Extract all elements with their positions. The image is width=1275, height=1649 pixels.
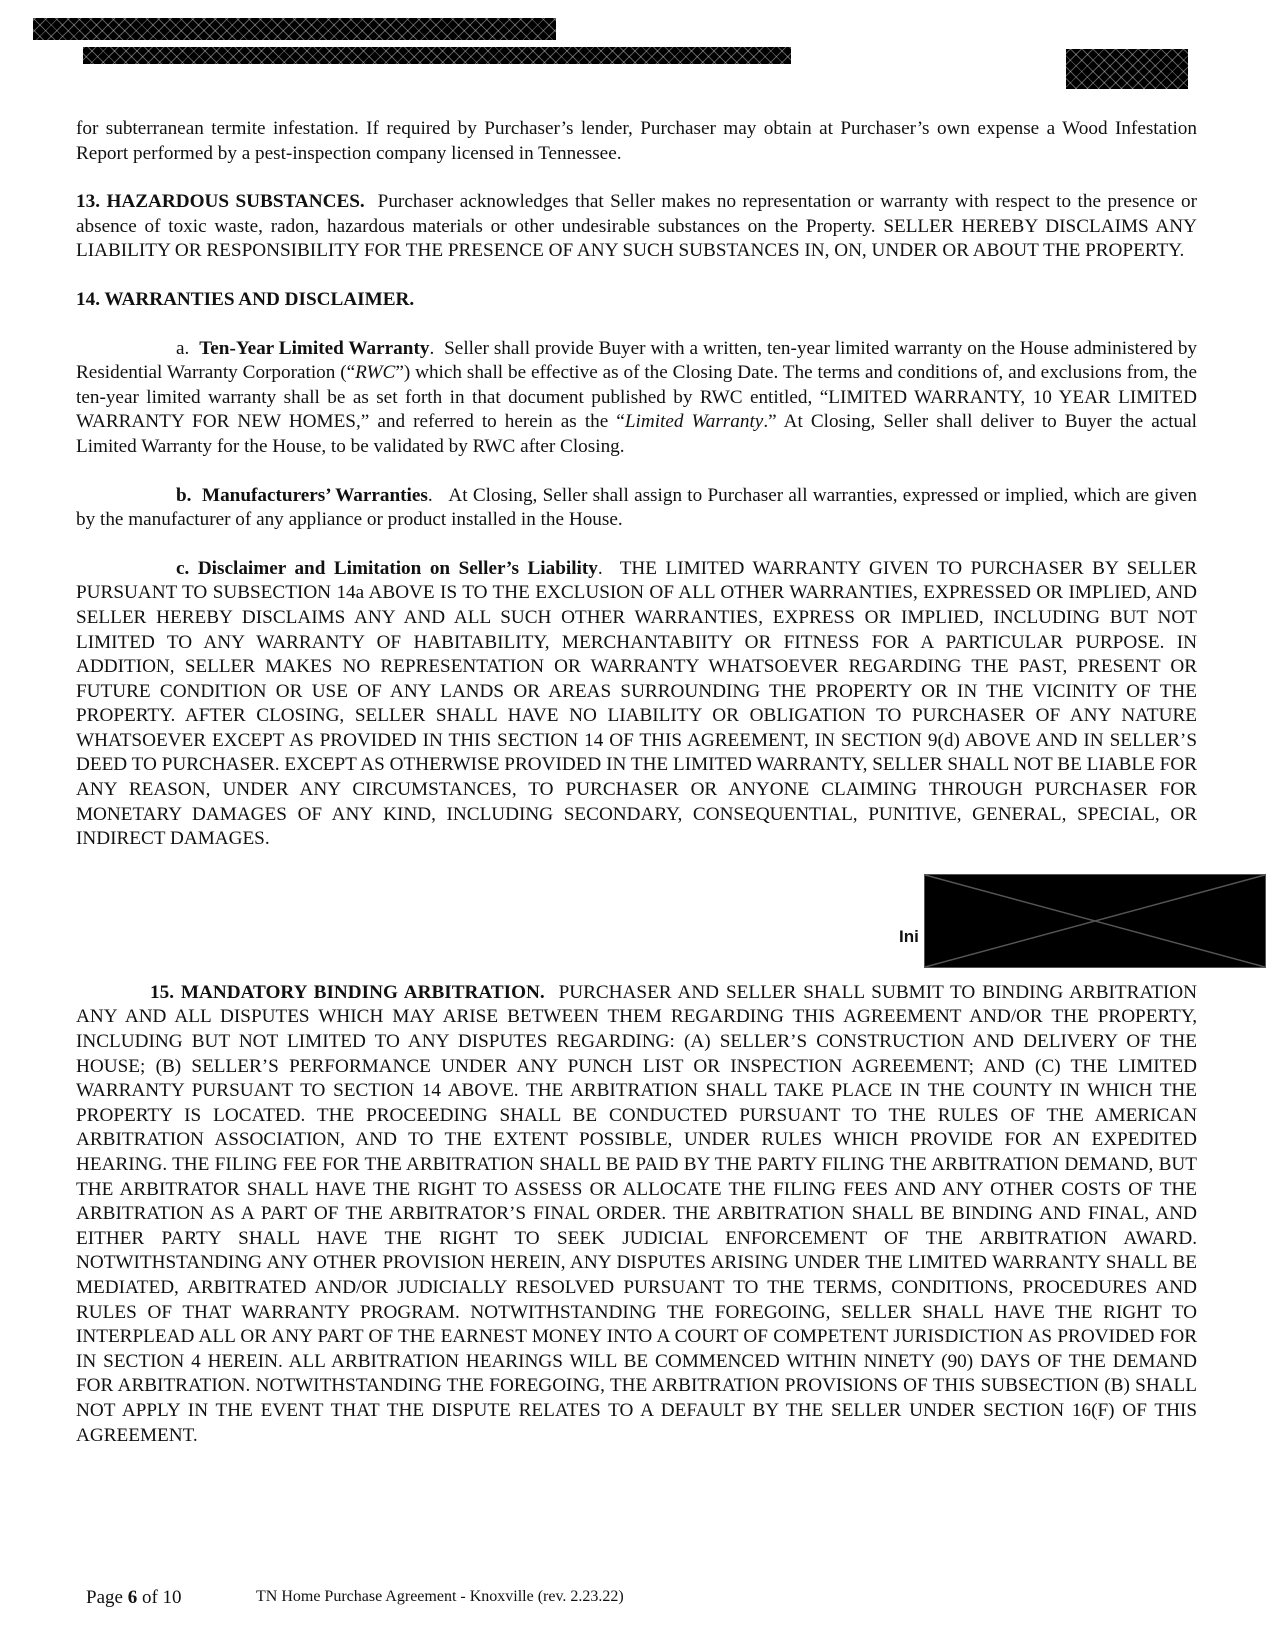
document-body [76,117,1197,1448]
section-14a-letter: a [176,337,185,359]
footer-page-word: Page [86,1587,123,1608]
section-14-heading [76,288,1197,313]
section-14b-letter: b. [176,484,192,506]
redacted-header-line-1 [33,18,556,40]
limited-warranty-term: Limited Warranty [624,411,764,433]
section-13-body: Purchaser acknowledges that Seller makes no representation or warranty with respect to the presence or absence of toxic waste, radon, hazardous materials or other undesirable substances on the Property. SELLER HEREBY DISCLAIMS ANY LIABILITY OR RESPONSIBILITY FOR THE PRESENCE OF ANY SUCH SUBSTANCES IN, ON, UNDER OR ABOUT THE PROPERTY. [76,191,1198,262]
section-15 [76,981,1197,1448]
rwc-term: RWC [355,362,396,384]
footer-of-word: of [141,1587,158,1608]
section-14c-body: THE LIMITED WARRANTY GIVEN TO PURCHASER BY SELLER PURSUANT TO SUBSECTION 14a ABOVE IS TO THE EXCLUSION OF ALL OTHER WARRANTIES, EXPRESSED OR IMPLIED, AND SELLER HEREBY DISCLAIMS ANY AND ALL SUCH OTHER WARRANTIES, EXPRESS OR IMPLIED, INCLUDING BUT NOT LIMITED TO ANY WARRANTY OF HABITABILITY, MERCHANTABIITY OR FITNESS FOR A PARTICULAR PURPOSE. IN ADDITION, SELLER MAKES NO REPRESENTATION OR WARRANTY WHATSOEVER REGARDING THE PAST, PRESENT OR FUTURE CONDITION OR USE OF ANY LANDS OR AREAS SURROUNDING THE PROPERTY OR IN THE VICINITY OF THE PROPERTY. AFTER CLOSING, SELLER SHALL HAVE NO LIABILITY OR OBLIGATION TO PURCHASER OF ANY NATURE WHATSOEVER EXCEPT AS PROVIDED IN THIS SECTION 14 OF THIS AGREEMENT, IN SECTION 9(d) ABOVE AND IN SELLER’S DEED TO PURCHASER. EXCEPT AS OTHERWISE PROVIDED IN THE LIMITED WARRANTY, SELLER SHALL NOT BE LIABLE FOR ANY REASON, UNDER ANY CIRCUMSTANCES, TO PURCHASER OR ANYONE CLAIMING THROUGH PURCHASER FOR MONETARY DAMAGES OF ANY KIND, INCLUDING SECONDARY, CONSEQUENTIAL, PUNITIVE, GENERAL, SPECIAL, OR INDIRECT DAMAGES. [76,557,1197,850]
section-14c-title: c. Disclaimer and Limitation on Seller’s Liability [176,557,598,579]
section-14a-body-1: Seller shall provide Buyer with a written, ten-year limited warranty on the House administered by Residential Warranty Corporation (“ [76,337,1198,384]
section-13-heading: 13. HAZARDOUS SUBSTANCES. [76,191,365,213]
section-14a: a. Ten-Year Limited Warranty. Seller shall provide Buyer with a written, ten-year limited warranty on the House administered by Residential Warranty Corporation (“RWC”) which shall be effective as of the Closing Date. The terms and conditions of, and exclusions from, the ten-year limited warranty shall be as set forth in that document published by RWC entitled, “LIMITED WARRANTY, 10 YEAR LIMITED WARRANTY FOR NEW HOMES,” and referred to herein as the “Limited Warranty.” At Closing, Seller shall deliver to Buyer the actual Limited Warranty for the House, to be validated by RWC after Closing. [76,337,1198,457]
section-15-body: PURCHASER AND SELLER SHALL SUBMIT TO BINDING ARBITRATION ANY AND ALL DISPUTES WHICH MAY ARISE BETWEEN THEM REGARDING THIS AGREEMENT AND/OR THE PROPERTY, INCLUDING BUT NOT LIMITED TO ANY DISPUTES REGARDING: (A) SELLER’S CONSTRUCTION AND DELIVERY OF THE HOUSE; (B) SELLER’S PERFORMANCE UNDER ANY PUNCH LIST OR INSPECTION AGREEMENT; AND (C) THE LIMITED WARRANTY PURSUANT TO SECTION 14 ABOVE. THE ARBITRATION SHALL TAKE PLACE IN THE COUNTY IN WHICH THE PROPERTY IS LOCATED. THE PROCEEDING SHALL BE CONDUCTED PURSUANT TO THE RULES OF THE AMERICAN ARBITRATION ASSOCIATION, AND TO THE EXTENT POSSIBLE, UNDER RULES WHICH PROVIDE FOR AN EXPEDITED HEARING. THE FILING FEE FOR THE ARBITRATION SHALL BE PAID BY THE PARTY FILING THE ARBITRATION DEMAND, BUT THE ARBITRATOR SHALL HAVE THE RIGHT TO ASSESS OR ALLOCATE THE FILING FEES AND ANY OTHER COSTS OF THE ARBITRATION AS A PART OF THE ARBITRATOR’S FINAL ORDER. THE ARBITRATION SHALL BE BINDING AND FINAL, AND EITHER PARTY SHALL HAVE THE RIGHT TO SEEK JUDICIAL ENFORCEMENT OF THE ARBITRATION AWARD. NOTWITHSTANDING ANY OTHER PROVISION HEREIN, ANY DISPUTES ARISING UNDER THE LIMITED WARRANTY SHALL BE MEDIATED, ARBITRATED AND/OR JUDICIALLY RESOLVED PURSUANT TO THE TERMS, CONDITIONS, PROCEDURES AND RULES OF THAT WARRANTY PROGRAM. NOTWITHSTANDING THE FOREGOING, SELLER SHALL HAVE THE RIGHT TO INTERPLEAD ALL OR ANY PART OF THE EARNEST MONEY INTO A COURT OF COMPETENT JURISDICTION AS PROVIDED FOR IN SECTION 4 HEREIN. ALL ARBITRATION HEARINGS WILL BE COMMENCED WITHIN NINETY (90) DAYS OF THE DEMAND FOR ARBITRATION. NOTWITHSTANDING THE FOREGOING, THE ARBITRATION PROVISIONS OF THIS SUBSECTION (B) SHALL NOT APPLY IN THE EVENT THAT THE DISPUTE RELATES TO A DEFAULT BY THE SELLER UNDER SECTION 16(F) OF THIS AGREEMENT. [76,981,1198,1446]
redaction-cross-icon [925,875,1265,967]
redacted-header-line-2 [83,47,791,64]
intro-paragraph: for subterranean termite infestation. If required by Purchaser’s lender, Purchaser may obtain at Purchaser’s own expense a Wood Infestation Report performed by a pest-inspection company licensed in Tennessee. [76,118,1197,164]
section-14a-body-3: .” At Closing, Seller shall deliver to Buyer the actual Limited Warranty for the House, to be validated by RWC after Closing. [76,411,1198,457]
initials-label: Ini [899,927,919,946]
section-14a-body-2: ”) which shall be effective as of the Closing Date. The terms and conditions of, and exclusions from, the ten-year limited warranty shall be as set forth in that document published by RWC entitled, “LIMITED WARRANTY, 10 YEAR LIMITED WARRANTY FOR NEW HOMES,” and referred to herein as the “ [76,362,1197,433]
section-14a-title: Ten-Year Limited Warranty [199,337,430,359]
section-14b: b. Manufacturers’ Warranties. At Closing, Seller shall assign to Purchaser all warranties, expressed or implied, which are given by the manufacturer of any appliance or product installed in the House. [76,484,1197,531]
redacted-initials-box [924,874,1266,968]
section-13 [76,190,1197,264]
section-14-heading-text: 14. WARRANTIES AND DISCLAIMER. [76,288,415,310]
section-14b-title: Manufacturers’ Warranties [201,484,428,506]
footer-page-total: 10 [162,1587,182,1608]
footer-page-number: 6 [127,1587,138,1608]
section-15-heading: 15. MANDATORY BINDING ARBITRATION. [150,981,545,1003]
page-footer [86,1587,624,1609]
section-14c: c. Disclaimer and Limitation on Seller’s Liability. THE LIMITED WARRANTY GIVEN TO PURCHASER BY SELLER PURSUANT TO SUBSECTION 14a ABOVE IS TO THE EXCLUSION OF ALL OTHER WARRANTIES, EXPRESSED OR IMPLIED, AND SELLER HEREBY DISCLAIMS ANY AND ALL SUCH OTHER WARRANTIES, EXPRESS OR IMPLIED, INCLUDING BUT NOT LIMITED TO ANY WARRANTY OF HABITABILITY, MERCHANTABIITY OR FITNESS FOR A PARTICULAR PURPOSE. IN ADDITION, SELLER MAKES NO REPRESENTATION OR WARRANTY WHATSOEVER REGARDING THE PAST, PRESENT OR FUTURE CONDITION OR USE OF ANY LANDS OR AREAS SURROUNDING THE PROPERTY OR IN THE VICINITY OF THE PROPERTY. AFTER CLOSING, SELLER SHALL HAVE NO LIABILITY OR OBLIGATION TO PURCHASER OF ANY NATURE WHATSOEVER EXCEPT AS PROVIDED IN THIS SECTION 14 OF THIS AGREEMENT, IN SECTION 9(d) ABOVE AND IN SELLER’S DEED TO PURCHASER. EXCEPT AS OTHERWISE PROVIDED IN THE LIMITED WARRANTY, SELLER SHALL NOT BE LIABLE FOR ANY REASON, UNDER ANY CIRCUMSTANCES, TO PURCHASER OR ANYONE CLAIMING THROUGH PURCHASER FOR MONETARY DAMAGES OF ANY KIND, INCLUDING SECONDARY, CONSEQUENTIAL, PUNITIVE, GENERAL, SPECIAL, OR INDIRECT DAMAGES. [76,557,1197,850]
footer-document-reference: TN Home Purchase Agreement - Knoxville (rev. 2.23.22) [256,1588,624,1605]
section-14b-body: At Closing, Seller shall assign to Purchaser all warranties, expressed or implied, which are given by the manufacturer of any appliance or product installed in the House. [76,484,1197,531]
redacted-header-corner [1066,49,1188,89]
